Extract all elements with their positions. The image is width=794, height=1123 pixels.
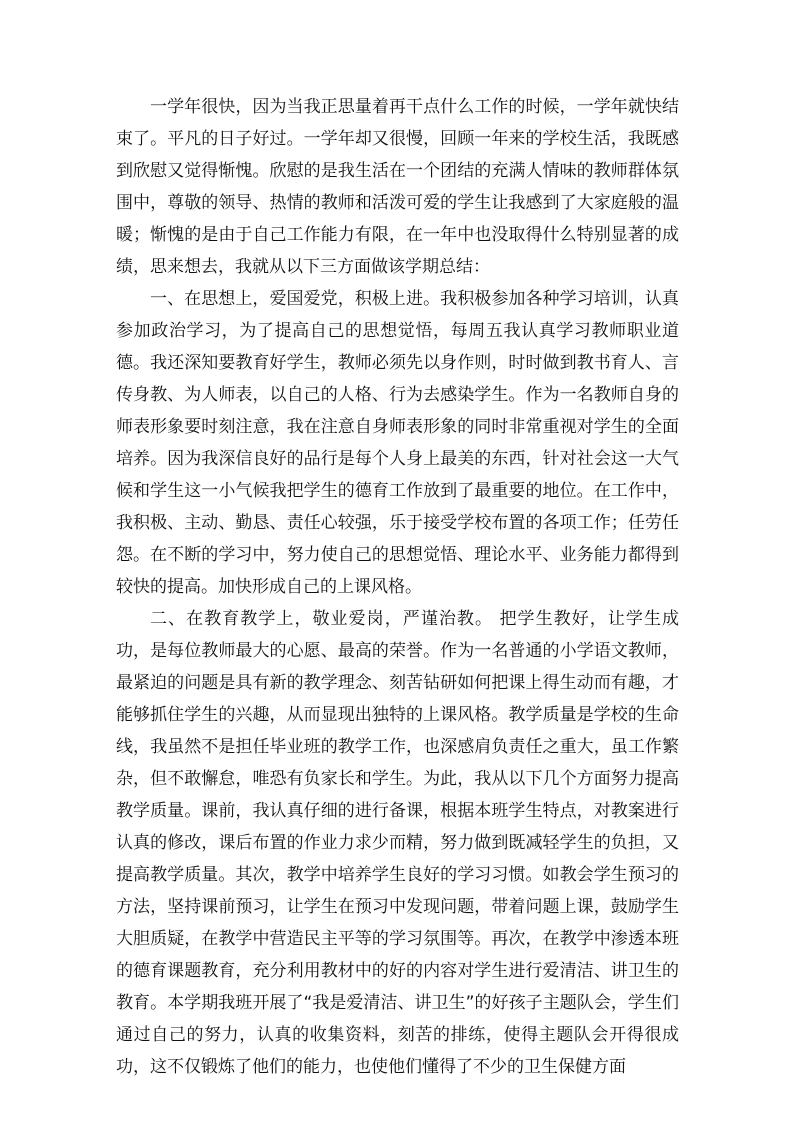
paragraph-teaching: 二、在教育教学上，敬业爱岗，严谨治教。 把学生教好，让学生成功，是每位教师最大的心愿、最高的荣誉。作为一名普通的小学语文教师，最紧迫的问题是具有新的教学理念、刻苦钻研如何把课上得生动而有趣，才能够抓住学生的兴趣，从而显现出独特的上课风格。教学质量是学校的生命线，我虽然不是担任毕业班的教学工作，也深感肩负责任之重大，虽工作繁杂，但不敢懈怠，唯恐有负家长和学生。为此，我从以下几个方面努力提高教学质量。课前，我认真仔细的进行备课，根据本班学生特点，对教案进行认真的修改，课后布置的作业力求少而精，努力做到既减轻学生的负担，又提高教学质量。其次，教学中培养学生良好的学习习惯。如教会学生预习的方法，坚持课前预习，让学生在预习中发现问题，带着问题上课，鼓励学生大胆质疑，在教学中营造民主平等的学习氛围等。再次，在教学中渗透本班的德育课题教育，充分利用教材中的好的内容对学生进行爱清洁、讲卫生的教育。本学期我班开展了“我是爱清洁、讲卫生”的好孩子主题队会，学生们通过自己的努力，认真的收集资料，刻苦的排练，使得主题队会开得很成功，这不仅锻炼了他们的能力，也使他们懂得了不少的卫生保健方面 (116, 609, 679, 1077)
paragraph-intro: 一学年很快，因为当我正思量着再干点什么工作的时候，一学年就快结束了。平凡的日子好过。一学年却又很慢，回顾一年来的学校生活，我既感到欣慰又觉得惭愧。欣慰的是我生活在一个团结的充满人情味的教师群体氛围中，尊敬的领导、热情的教师和活泼可爱的学生让我感到了大家庭般的温暖；惭愧的是由于自己工作能力有限，在一年中也没取得什么特别显著的成绩，思来想去，我就从以下三方面做该学期总结： (116, 97, 679, 277)
paragraph-ideology: 一、在思想上，爱国爱党，积极上进。我积极参加各种学习培训，认真参加政治学习，为了提高自己的思想觉悟，每周五我认真学习教师职业道德。我还深知要教育好学生，教师必须先以身作则，时时做到教书育人、言传身教、为人师表，以自己的人格、行为去感染学生。作为一名教师自身的师表形象要时刻注意，我在注意自身师表形象的同时非常重视对学生的全面培养。因为我深信良好的品行是每个人身上最美的东西，针对社会这一大气候和学生这一小气候我把学生的德育工作放到了最重要的地位。在工作中，我积极、主动、勤恳、责任心较强，乐于接受学校布置的各项工作；任劳任怨。在不断的学习中，努力使自己的思想觉悟、理论水平、业务能力都得到较快的提高。加快形成自己的上课风格。 (116, 289, 679, 597)
document-page (116, 91, 679, 1083)
